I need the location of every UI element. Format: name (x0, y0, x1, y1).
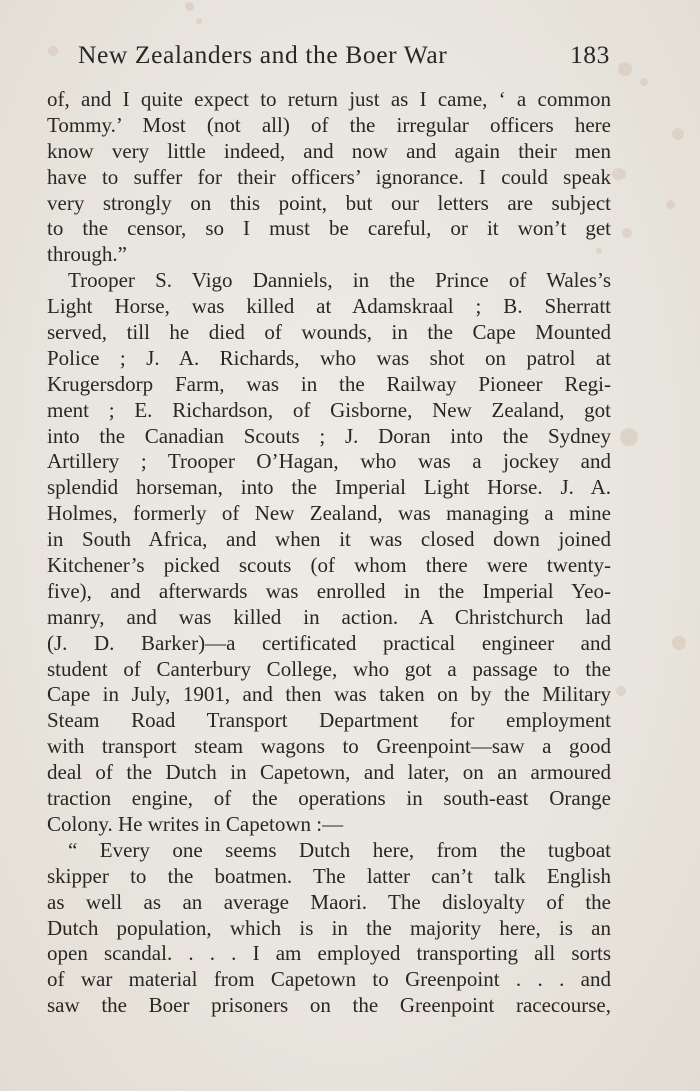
text-line: student of Canterbury College, who got a passage to the (47, 656, 611, 681)
text-line: Trooper S. Vigo Danniels, in the Prince of Wales’s (68, 268, 611, 293)
text-line: five), and afterwards was enrolled in the Imperial Yeo- (47, 578, 611, 603)
text-line: in South Africa, and when it was closed down joined (47, 527, 611, 552)
text-line: Artillery ; Trooper O’Hagan, who was a jockey and (47, 449, 611, 474)
text-line: “ Every one seems Dutch here, from the tugboat (68, 837, 611, 862)
text-line: saw the Boer prisoners on the Greenpoint racecourse, (47, 993, 611, 1018)
foxing-stain (622, 228, 632, 238)
page-number: 183 (569, 40, 610, 69)
text-line: Light Horse, was killed at Adamskraal ; B. Sherratt (47, 294, 611, 319)
text-line: of war material from Capetown to Greenpoint . . . and (47, 967, 611, 992)
text-line: manry, and was killed in action. A Christchurch lad (47, 604, 611, 629)
text-line: to the censor, so I must be careful, or it won’t get (47, 216, 611, 241)
running-title: New Zealanders and the Boer War (78, 40, 448, 69)
text-line: through.” (47, 242, 127, 267)
foxing-stain (640, 78, 648, 86)
body-text (47, 87, 611, 1019)
text-line: Police ; J. A. Richards, who was shot on patrol at (47, 345, 611, 370)
text-line: open scandal. . . . I am employed transporting all sorts (47, 941, 611, 966)
text-line: Krugersdorp Farm, was in the Railway Pioneer Regi- (47, 371, 611, 396)
paragraph (47, 268, 611, 838)
text-line: as well as an average Maori. The disloyalty of the (47, 889, 611, 914)
text-line: skipper to the boatmen. The latter can’t talk English (47, 863, 611, 888)
foxing-stain (48, 46, 58, 56)
paragraph (47, 838, 611, 1019)
foxing-stain (666, 200, 675, 209)
foxing-stain (616, 686, 626, 696)
text-line: Cape in July, 1901, and then was taken on by the Military (47, 682, 611, 707)
text-line: very strongly on this point, but our letters are subject (47, 190, 611, 215)
text-line: know very little indeed, and now and again their men (47, 138, 611, 163)
running-header (78, 40, 618, 74)
text-line: Colony. He writes in Capetown :— (47, 811, 344, 836)
foxing-stain (185, 2, 194, 11)
text-line: (J. D. Barker)—a certificated practical engineer and (47, 630, 611, 655)
text-line: Steam Road Transport Department for employment (47, 708, 611, 733)
text-line: Dutch population, which is in the majority here, is an (47, 915, 611, 940)
foxing-stain (672, 636, 686, 650)
text-line: of, and I quite expect to return just as I came, ‘ a common (47, 87, 611, 111)
foxing-stain (620, 428, 638, 446)
text-line: ment ; E. Richardson, of Gisborne, New Zealand, got (47, 397, 611, 422)
text-line: traction engine, of the operations in south-east Orange (47, 786, 611, 811)
text-line: Tommy.’ Most (not all) of the irregular officers here (47, 112, 611, 137)
text-line: into the Canadian Scouts ; J. Doran into the Sydney (47, 423, 611, 448)
text-line: with transport steam wagons to Greenpoint—saw a good (47, 734, 611, 759)
text-line: splendid horseman, into the Imperial Light Horse. J. A. (47, 475, 611, 500)
text-line: deal of the Dutch in Capetown, and later, on an armoured (47, 760, 611, 785)
text-line: served, till he died of wounds, in the Cape Mounted (47, 320, 611, 345)
foxing-stain (196, 18, 202, 24)
text-line: Holmes, formerly of New Zealand, was managing a mine (47, 501, 611, 526)
text-line: have to suffer for their officers’ ignorance. I could speak (47, 164, 611, 189)
text-line: Kitchener’s picked scouts (of whom there were twenty- (47, 553, 611, 578)
foxing-stain (612, 168, 626, 180)
foxing-stain (672, 128, 684, 140)
foxing-stain (618, 62, 632, 76)
paragraph (47, 87, 611, 268)
